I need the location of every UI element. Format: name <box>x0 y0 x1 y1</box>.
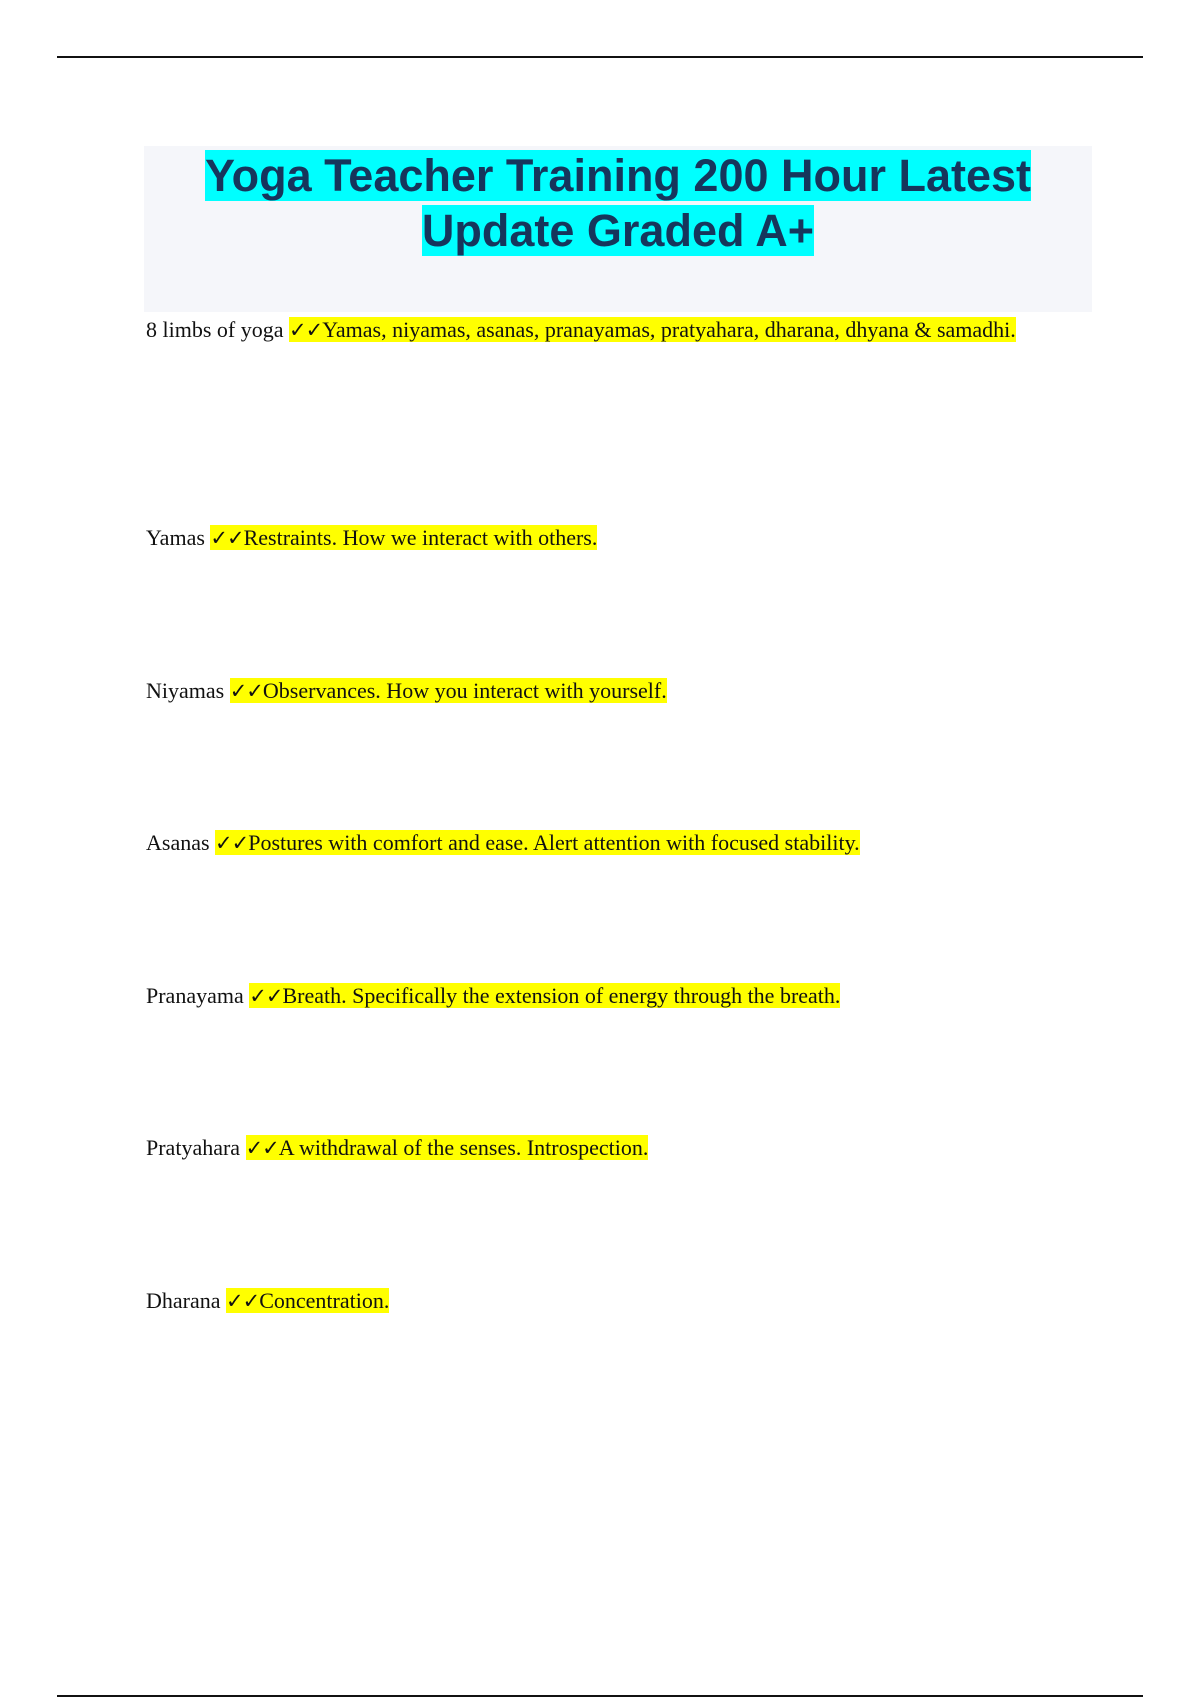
double-check-icon: ✓✓ <box>245 1136 279 1160</box>
qa-answer-text: Yamas, niyamas, asanas, pranayamas, pratyahara, dharana, dhyana & samadhi. <box>322 317 1016 342</box>
double-check-icon: ✓✓ <box>210 526 244 550</box>
qa-term: 8 limbs of yoga <box>146 317 284 342</box>
qa-term: Yamas <box>146 525 205 550</box>
qa-term: Dharana <box>146 1288 221 1313</box>
document-title <box>144 146 1092 258</box>
qa-term: Asanas <box>146 830 210 855</box>
top-rule <box>57 56 1143 58</box>
qa-answer-text: Restraints. How we interact with others. <box>243 525 598 550</box>
qa-answer <box>215 830 860 855</box>
qa-answer <box>226 1288 389 1313</box>
double-check-icon: ✓✓ <box>215 831 249 855</box>
qa-answer <box>249 983 840 1008</box>
double-check-icon: ✓✓ <box>226 1289 260 1313</box>
qa-answer-text: Concentration. <box>259 1288 390 1313</box>
qa-answer <box>289 317 1016 342</box>
qa-answer <box>210 525 597 550</box>
qa-item-niyamas <box>146 660 1106 722</box>
qa-item-dharana <box>146 1270 1106 1332</box>
qa-item-8-limbs <box>146 299 1106 361</box>
double-check-icon: ✓✓ <box>249 984 283 1008</box>
qa-answer-text: A withdrawal of the senses. Introspection. <box>278 1135 649 1160</box>
qa-term: Pratyahara <box>146 1135 241 1160</box>
bottom-rule <box>57 1695 1143 1697</box>
qa-answer-text: Breath. Specifically the extension of energy through the breath. <box>282 983 841 1008</box>
document-title-highlight: Yoga Teacher Training 200 Hour Latest Update Graded A+ <box>204 150 1032 256</box>
title-block <box>144 146 1092 312</box>
double-check-icon: ✓✓ <box>289 318 323 342</box>
qa-item-yamas <box>146 507 1106 569</box>
qa-term: Pranayama <box>146 983 244 1008</box>
double-check-icon: ✓✓ <box>229 679 263 703</box>
qa-answer <box>246 1135 649 1160</box>
qa-item-pranayama <box>146 965 1106 1027</box>
qa-item-pratyahara <box>146 1117 1106 1179</box>
qa-answer-text: Postures with comfort and ease. Alert attention with focused stability. <box>248 830 860 855</box>
qa-answer-text: Observances. How you interact with yourself. <box>262 678 667 703</box>
qa-term: Niyamas <box>146 678 225 703</box>
qa-answer <box>230 678 667 703</box>
qa-item-asanas <box>146 812 1106 874</box>
